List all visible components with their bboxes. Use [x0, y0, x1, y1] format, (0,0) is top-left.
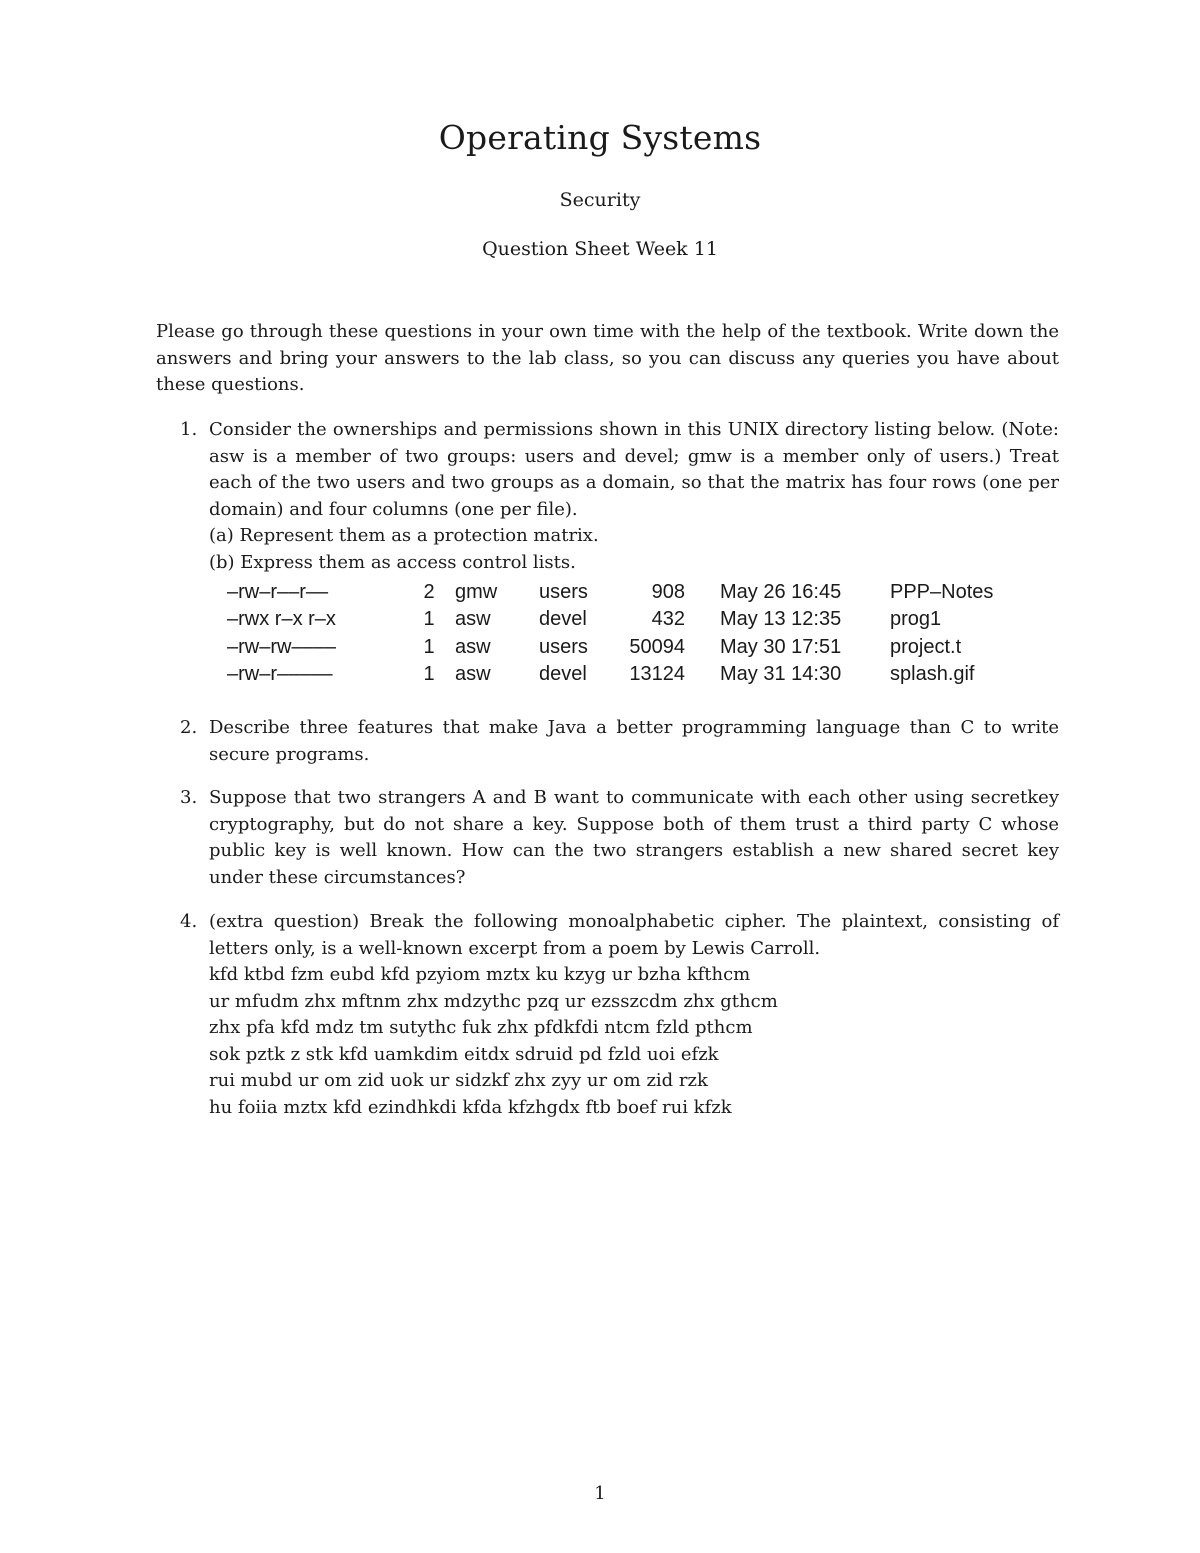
question-number: 3.: [180, 787, 198, 808]
listing-permissions: –rwx r–x r–x: [227, 608, 336, 630]
question-number: 4.: [180, 911, 198, 932]
listing-owner: asw: [455, 608, 491, 630]
cipher-line: kfd ktbd fzm eubd kfd pzyiom mztx ku kzyg ur bzha kfthcm: [209, 964, 751, 985]
question-1: [156, 417, 1059, 688]
question-2: [156, 715, 1059, 768]
cipher-line: hu foiia mztx kfd ezindhkdi kfda kfzhgdx ftb boef rui kfzk: [209, 1096, 732, 1118]
question-text: (extra question) Break the following monoalphabetic cipher. The plaintext, consisting of letters only, is a well-known excerpt from a poem by Lewis Carroll.: [209, 911, 1059, 959]
listing-links: 2: [423, 580, 435, 603]
cipher-line: ur mfudm zhx mftnm zhx mdzythc pzq ur ezsszcdm zhx gthcm: [209, 990, 778, 1012]
listing-size: 432: [651, 608, 685, 630]
question-content: [209, 417, 1059, 688]
listing-group: devel: [539, 663, 587, 685]
question-number: 1.: [180, 419, 198, 440]
question-number: 2.: [180, 717, 198, 738]
listing-owner: asw: [455, 663, 491, 685]
listing-permissions: –rw–r–––––: [227, 663, 333, 685]
listing-links: 1: [423, 663, 435, 685]
question-4: [156, 909, 1059, 1121]
question-3: [156, 785, 1059, 891]
listing-size: 908: [651, 580, 685, 603]
question-content: [209, 909, 1059, 1121]
question-text: Suppose that two strangers A and B want to communicate with each other using secretkey cryptography, but do not share a key. Suppose both of them trust a third party C whose public key is well known. How can the two strangers establish a new shared secret key under these circumstances?: [209, 787, 1059, 888]
listing-links: 1: [423, 608, 435, 630]
listing-permissions: –rw–rw––––: [227, 635, 336, 658]
question-part-a: (a) Represent them as a protection matrix.: [209, 525, 599, 546]
listing-date: May 30 17:51: [720, 635, 842, 658]
page-number: 1: [594, 1483, 606, 1504]
listing-row: [227, 633, 993, 661]
listing-filename: prog1: [890, 608, 942, 630]
listing-date: May 26 16:45: [720, 580, 842, 603]
cipher-line: sok pztk z stk kfd uamkdim eitdx sdruid pd fzld uoi efzk: [209, 1043, 719, 1065]
listing-group: users: [539, 580, 588, 603]
listing-links: 1: [423, 635, 435, 658]
listing-group: users: [539, 635, 588, 658]
listing-owner: gmw: [455, 580, 498, 603]
cipher-line: zhx pfa kfd mdz tm sutythc fuk zhx pfdkfdi ntcm fzld pthcm: [209, 1017, 753, 1038]
cipher-line: rui mubd ur om zid uok ur sidzkf zhx zyy ur om zid rzk: [209, 1070, 708, 1091]
page-subtitle: Security: [559, 189, 641, 211]
listing-permissions: –rw–r––r––: [227, 580, 329, 603]
listing-row: [227, 578, 993, 606]
listing-owner: asw: [455, 635, 491, 658]
listing-group: devel: [539, 608, 587, 630]
listing-filename: project.t: [890, 635, 962, 658]
listing-filename: PPP–Notes: [890, 580, 994, 603]
question-text: Consider the ownerships and permissions shown in this UNIX directory listing below. (Note: asw is a member of two groups: users and devel; gmw is a member only of users.) Treat each of the two users and two groups as a domain, so that the matrix has four rows (one per domain) and four columns (one per file).: [209, 419, 1059, 520]
listing-row: [227, 661, 993, 689]
intro-paragraph: Please go through these questions in your own time with the help of the textbook. Write down the answers and bring your answers to the lab class, so you can discuss any queries you have about these questions.: [156, 321, 1059, 395]
listing-size: 50094: [629, 635, 685, 658]
listing-filename: splash.gif: [890, 663, 975, 685]
listing-size: 13124: [629, 663, 685, 685]
page-title: Operating Systems: [438, 118, 762, 157]
question-text: Describe three features that make Java a better programming language than C to write secure programs.: [209, 717, 1059, 765]
listing-row: [227, 606, 993, 634]
question-part-b: (b) Express them as access control lists.: [209, 551, 576, 573]
listing-date: May 13 12:35: [720, 608, 842, 630]
listing-date: May 31 14:30: [720, 663, 842, 685]
directory-listing: [227, 578, 993, 688]
sheet-label: Question Sheet Week 11: [482, 238, 718, 260]
